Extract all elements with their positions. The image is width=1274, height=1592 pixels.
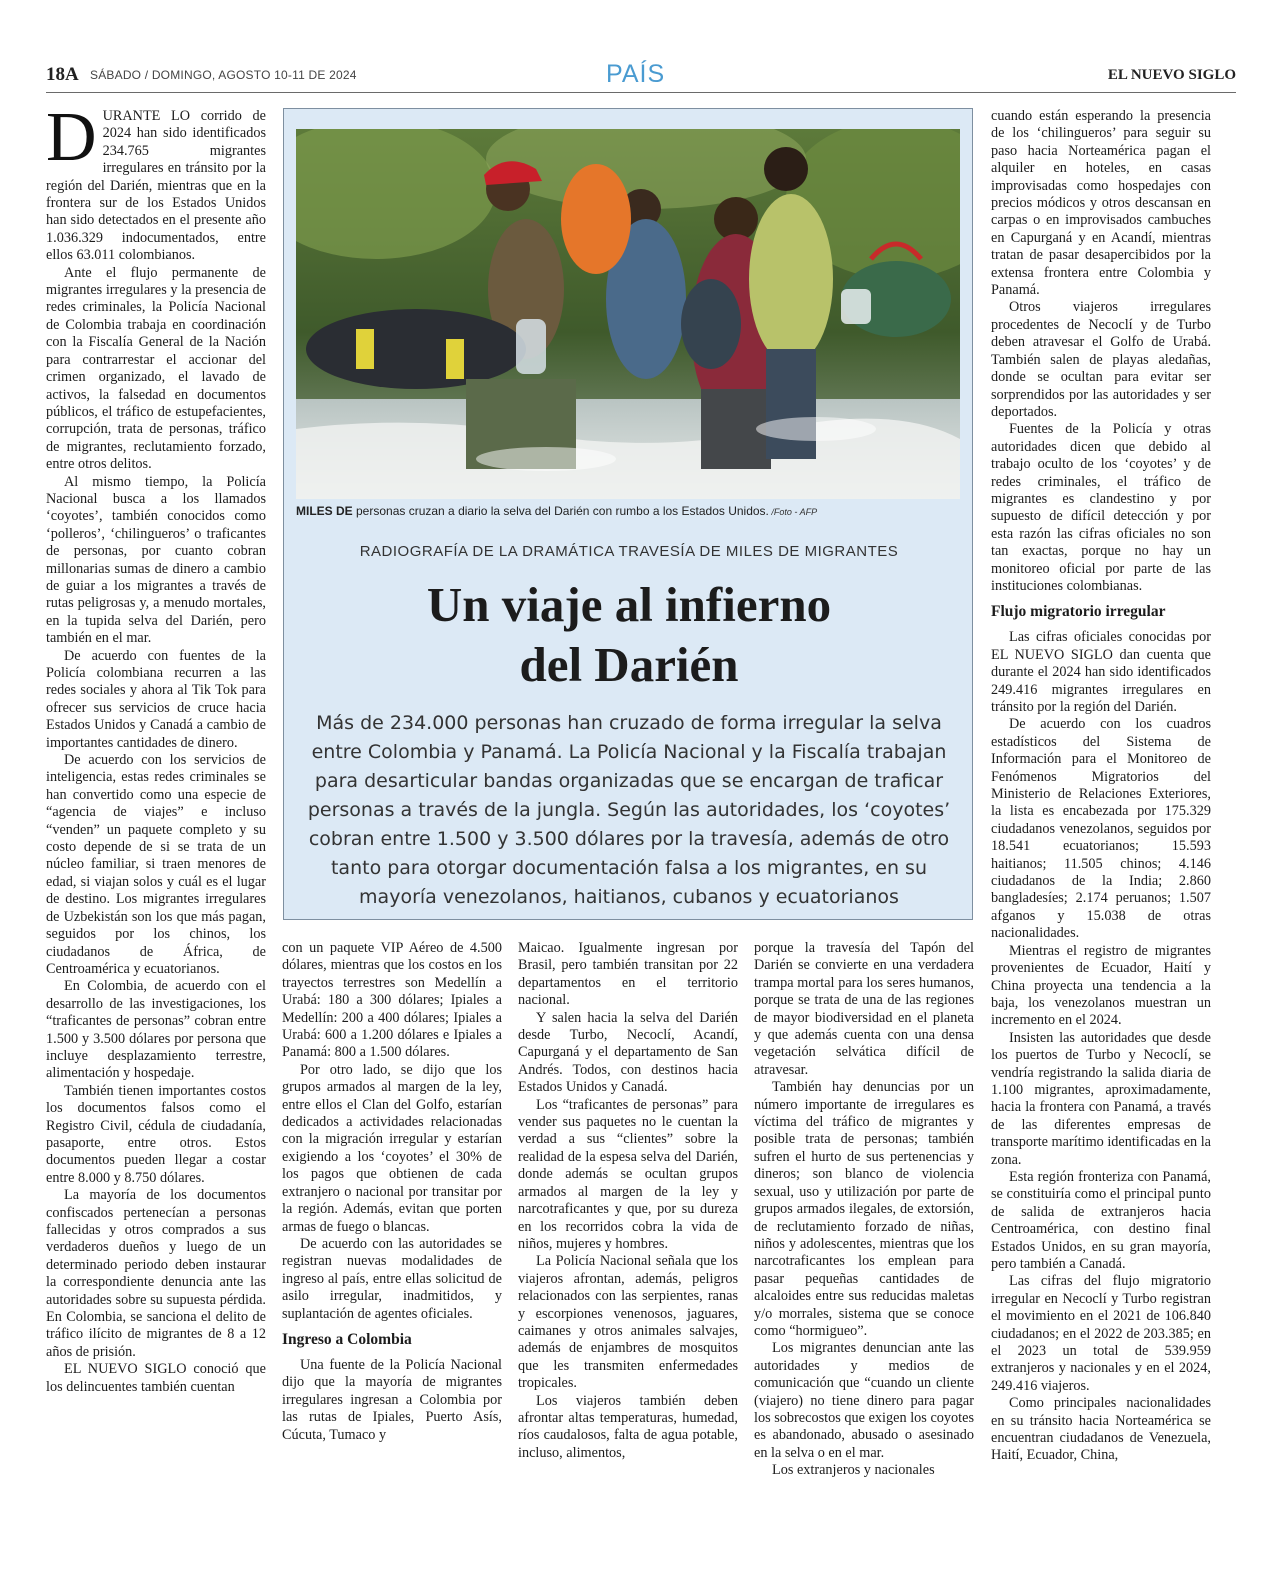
paragraph: Por otro lado, se dijo que los grupos armados al margen de la ley, entre ellos el Clan del Golfo, estarían dedicados a actividades relacionadas con la migración irregular y estarían exigiendo a los ‘coyotes’ el 30% de los pagos que obtienen de cada extranjero o nacional por transitar por la región. Además, evitan que porten armas de fuego o blancas. <box>282 1061 502 1235</box>
photo-caption <box>296 504 960 518</box>
paragraph: porque la travesía del Tapón del Darién se convierte en una verdadera trampa mortal para los seres humanos, porque se trata de una de las regiones de mayor biodiversidad en el planeta y que además cuenta con una densa vegetación selvática difícil de atravesar. <box>754 940 974 1078</box>
paragraph: Los “traficantes de personas” para vender sus paquetes no le cuentan la verdad a sus “clientes” sobre la realidad de la espesa selva del Darién, donde además se ocultan grupos armados al margen de la ley y narcotraficantes y que, por su dureza en los recorridos cobra la vida de niños, mujeres y hombres. <box>518 1096 738 1252</box>
headline-line-1: Un viaje al infierno <box>426 577 832 632</box>
feature-box <box>283 108 973 920</box>
paragraph: De acuerdo con los servicios de inteligencia, estas redes criminales se han convertido como una especie de “agencia de viajes” e incluso “venden” un paquete completo y su costo depende de si se trata de un núcleo familiar, si traen menores de edad, si viajan solos y cuál es el lugar de destino. Los migrantes irregulares de Uzbekistán son los que más pagan, seguidos por los chinos, los ciudadanos de África, de Centroamérica y ecuatorianos. <box>46 752 266 977</box>
article-column-2 <box>282 940 502 1520</box>
page-header <box>46 60 1236 90</box>
subheading-flujo: Flujo migratorio irregular <box>991 603 1166 621</box>
photo-illustration <box>296 129 960 499</box>
paragraph: Esta región fronteriza con Panamá, se constituiría como el principal punto de salida de extranjeros hacia Centroamérica, con destino final Estados Unidos, en su gran mayoría, pero también a Canadá. <box>991 1168 1211 1272</box>
subheading-ingreso: Ingreso a Colombia <box>282 1330 412 1348</box>
paragraph: También hay denuncias por un número importante de irregulares es víctima del tráfico de migrantes y posible trata de personas; también sufren el hurto de sus pertenencias y dineros; son blanco de violencia sexual, uso y utilización por parte de grupos armados ilegales, de extorsión, de reclutamiento forzado de niñas, niños y adolescentes, mientras que los narcotraficantes los emplean para pasar pequeñas cantidades de alcaloides entre sus reducidas maletas y/o morrales, sistema que se conoce como “hormigueo”. <box>754 1079 974 1339</box>
newspaper-brand: EL NUEVO SIGLO <box>1107 67 1236 83</box>
article-column-5 <box>991 108 1211 1520</box>
paragraph: Insisten las autoridades que desde los puertos de Turbo y Necoclí, se vendría registrando la salida diaria de 1.100 migrantes, aproximadamente, hacia la frontera con Panamá, a través de las diferentes empresas de transporte marítimo identificadas en la zona. <box>991 1029 1211 1168</box>
lead-text: URANTE LO corrido de 2024 han sido identificados 234.765 migrantes irregulares en tránsito por la región del Darién, mientras que en la frontera sur de los Estados Unidos han sido detectados en el presente año 1.036.329 indocumentados, entre ellos 63.011 colombianos. <box>46 108 266 264</box>
dek: Más de 234.000 personas han cruzado de forma irregular la selva entre Colombia y Panamá. La Policía Nacional y la Fiscalía trabajan para desarticular bandas organizadas que se encargan de traficar personas a través de la jungla. Según las autoridades, los ‘coyotes’ cobran entre 1.500 y 3.500 dólares por la travesía, además de otro tanto para otorgar documentación falsa a los migrantes, en su mayoría venezolanos, haitianos, cubanos y ecuatorianos <box>307 712 951 908</box>
paragraph: Al mismo tiempo, la Policía Nacional busca a los llamados ‘coyotes’, también conocidos como ‘polleros’, ‘chilingueros’ o traficantes de personas, por cuanto cobran millonarias sumas de dinero a cambio de guiar a los migrantes a través de rutas peligrosas y, a menudo mortales, en la tupida selva del Darién, pero también en el mar. <box>46 473 266 647</box>
caption-text: personas cruzan a diario la selva del Darién con rumbo a los Estados Unidos. <box>352 504 769 518</box>
paragraph: Mientras el registro de migrantes provenientes de Ecuador, Haití y China proyecta una tendencia a la baja, los venezolanos muestran un incremento en el 2024. <box>991 942 1211 1029</box>
paragraph: Los viajeros también deben afrontar altas temperaturas, humedad, ríos caudalosos, falta de agua potable, incluso, alimentos, <box>518 1392 738 1461</box>
page-number: 18A <box>46 64 79 85</box>
paragraph: La mayoría de los documentos confiscados pertenecían a personas fallecidas y otros comprados a sus verdaderos dueños y luego de un determinado periodo deben instaurar la correspondiente denuncia ante las autoridades sobre su supuesta pérdida. En Colombia, se sanciona el delito de tráfico ilícito de migrantes de 8 a 12 años de prisión. <box>46 1187 266 1360</box>
kicker: RADIOGRAFÍA DE LA DRAMÁTICA TRAVESÍA DE MILES DE MIGRANTES <box>359 543 899 560</box>
paragraph: Las cifras oficiales conocidas por EL NUEVO SIGLO dan cuenta que durante el 2024 han sido identificados 249.416 migrantes irregulares en tránsito por la región del Darién. <box>991 629 1211 715</box>
paragraph: Otros viajeros irregulares procedentes de Necoclí y de Turbo deben atravesar el Golfo de Urabá. También salen de playas aledañas, donde se ocultan para evitar ser sorprendidos por las autoridades y ser deportados. <box>991 299 1211 420</box>
paragraph: Ante el flujo permanente de migrantes irregulares y la presencia de redes criminales, la Policía Nacional de Colombia trabaja en coordinación con la Fiscalía General de la Nación para contrarrestar el accionar del crimen organizado, el lavado de activos, la falsedad en documentos públicos, el tráfico de estupefacientes, corrupción, trata de personas, tráfico de migrantes, reclutamiento forzado, entre otros delitos. <box>46 264 266 473</box>
paragraph: También tienen importantes costos los documentos falsos como el Registro Civil, cédula de ciudadanía, pasaporte, entre otros. Estos documentos pueden llegar a costar entre 8.000 y 8.750 dólares. <box>46 1082 266 1186</box>
drop-cap: D <box>46 108 97 176</box>
article-column-3 <box>518 940 738 1520</box>
paragraph: De acuerdo con las autoridades se registran nuevas modalidades de ingreso al país, entre ellas solicitud de asilo irregular, inadmitidos, y suplantación de agentes oficiales. <box>282 1235 502 1322</box>
paragraph: Una fuente de la Policía Nacional dijo que la mayoría de migrantes irregulares ingresan a Colombia por las rutas de Ipiales, Puerto Asís, Cúcuta, Tumaco y <box>282 1356 502 1443</box>
paragraph: EL NUEVO SIGLO conoció que los delincuentes también cuentan <box>46 1361 266 1395</box>
paragraph: Los migrantes denuncian ante las autoridades y medios de comunicación que “cuando un cliente (viajero) no tiene dinero para pagar los sobrecostos que exigen los coyotes es abandonado, abusado o asesinado en la selva o en el mar. <box>754 1340 974 1461</box>
paragraph: Y salen hacia la selva del Darién desde Turbo, Necoclí, Acandí, Capurganá y el departamento de San Andrés. Todos, con destinos hacia Estados Unidos y Canadá. <box>518 1009 738 1096</box>
paragraph: Como principales nacionalidades en su tránsito hacia Norteamérica se encuentran ciudadanos de Venezuela, Haití, Ecuador, China, <box>991 1395 1211 1464</box>
paragraph: Los extranjeros y nacionales <box>772 1462 935 1479</box>
paragraph: con un paquete VIP Aéreo de 4.500 dólares, mientras que los costos en los trayectos terrestres son Medellín a Urabá: 180 a 300 dólares; Ipiales a Medellín: 200 a 400 dólares; Ipiales a Urabá: 600 a 1.200 dólares e Ipiales a Panamá: 800 a 1.500 dólares. <box>282 940 502 1061</box>
paragraph: Fuentes de la Policía y otras autoridades dicen que debido al trabajo oculto de los ‘coyotes’ y de redes criminales, el tráfico de migrantes es clandestino y por supuesto de difícil detección y por esta razón las cifras oficiales no son tan exactas, porque no hay un monitoreo oficial por parte de las instituciones colombianas. <box>991 421 1211 594</box>
paragraph: De acuerdo con los cuadros estadísticos del Sistema de Información para el Monitoreo de Fenómenos Migratorios del Ministerio de Relaciones Exteriores, la lista es encabezada por 175.329 ciudadanos venezolanos, seguidos por 18.541 ecuatorianos; 15.593 haitianos; 11.505 chinos; 4.146 ciudadanos de la India; 2.860 bangladesíes; 2.174 peruanos; 1.507 afganos y 15.038 de otras nacionalidades. <box>991 716 1211 942</box>
lead-paragraph <box>46 108 266 265</box>
caption-lead: MILES DE <box>296 504 353 518</box>
paragraph: Maicao. Igualmente ingresan por Brasil, pero también transitan por 22 departamentos en el territorio nacional. <box>518 940 738 1009</box>
section-title: PAÍS <box>606 60 666 88</box>
article-column-4 <box>754 940 974 1520</box>
paragraph: Las cifras del flujo migratorio irregular en Necoclí y Turbo registran el movimiento en el 2021 de 106.840 ciudadanos; en el 2022 de 203.385; en el 2023 un total de 539.959 extranjeros y nacionales y en el 2024, 249.416 viajeros. <box>991 1273 1211 1394</box>
headline-line-2: del Darién <box>519 637 739 692</box>
article-column-1 <box>46 108 266 1508</box>
paragraph: cuando están esperando la presencia de los ‘chilingueros’ para seguir su paso hacia Norteamérica pagan el alquiler en hoteles, en casas improvisadas como hospedajes con precios módicos y otros descansan en carpas o en improvisados cambuches en Capurganá y en Acandí, mientras tratan de pasar desapercibidos por la extensa frontera entre Colombia y Panamá. <box>991 108 1211 299</box>
migrants-photo <box>296 129 960 499</box>
paragraph: La Policía Nacional señala que los viajeros afrontan, además, peligros relacionados con las serpientes, ranas y escorpiones venenosos, jaguares, caimanes y otros animales salvajes, además de enjambres de mosquitos que les transmiten enfermedades tropicales. <box>518 1253 738 1392</box>
paragraph: En Colombia, de acuerdo con el desarrollo de las investigaciones, los “traficantes de personas” cobran entre 1.500 y 3.500 dólares por persona que incluye desplazamiento terrestre, alimentación y hospedaje. <box>46 978 266 1082</box>
header-rule <box>46 92 1236 93</box>
headline <box>284 575 974 695</box>
issue-date: SÁBADO / DOMINGO, AGOSTO 10-11 DE 2024 <box>90 68 357 82</box>
paragraph: De acuerdo con fuentes de la Policía colombiana recurren a las redes sociales y ahora al Tik Tok para ofrecer sus servicios de cruce hacia Estados Unidos y Canadá a cambio de importantes cantidades de dinero. <box>46 647 266 751</box>
photo-credit: /Foto - AFP <box>768 507 818 517</box>
